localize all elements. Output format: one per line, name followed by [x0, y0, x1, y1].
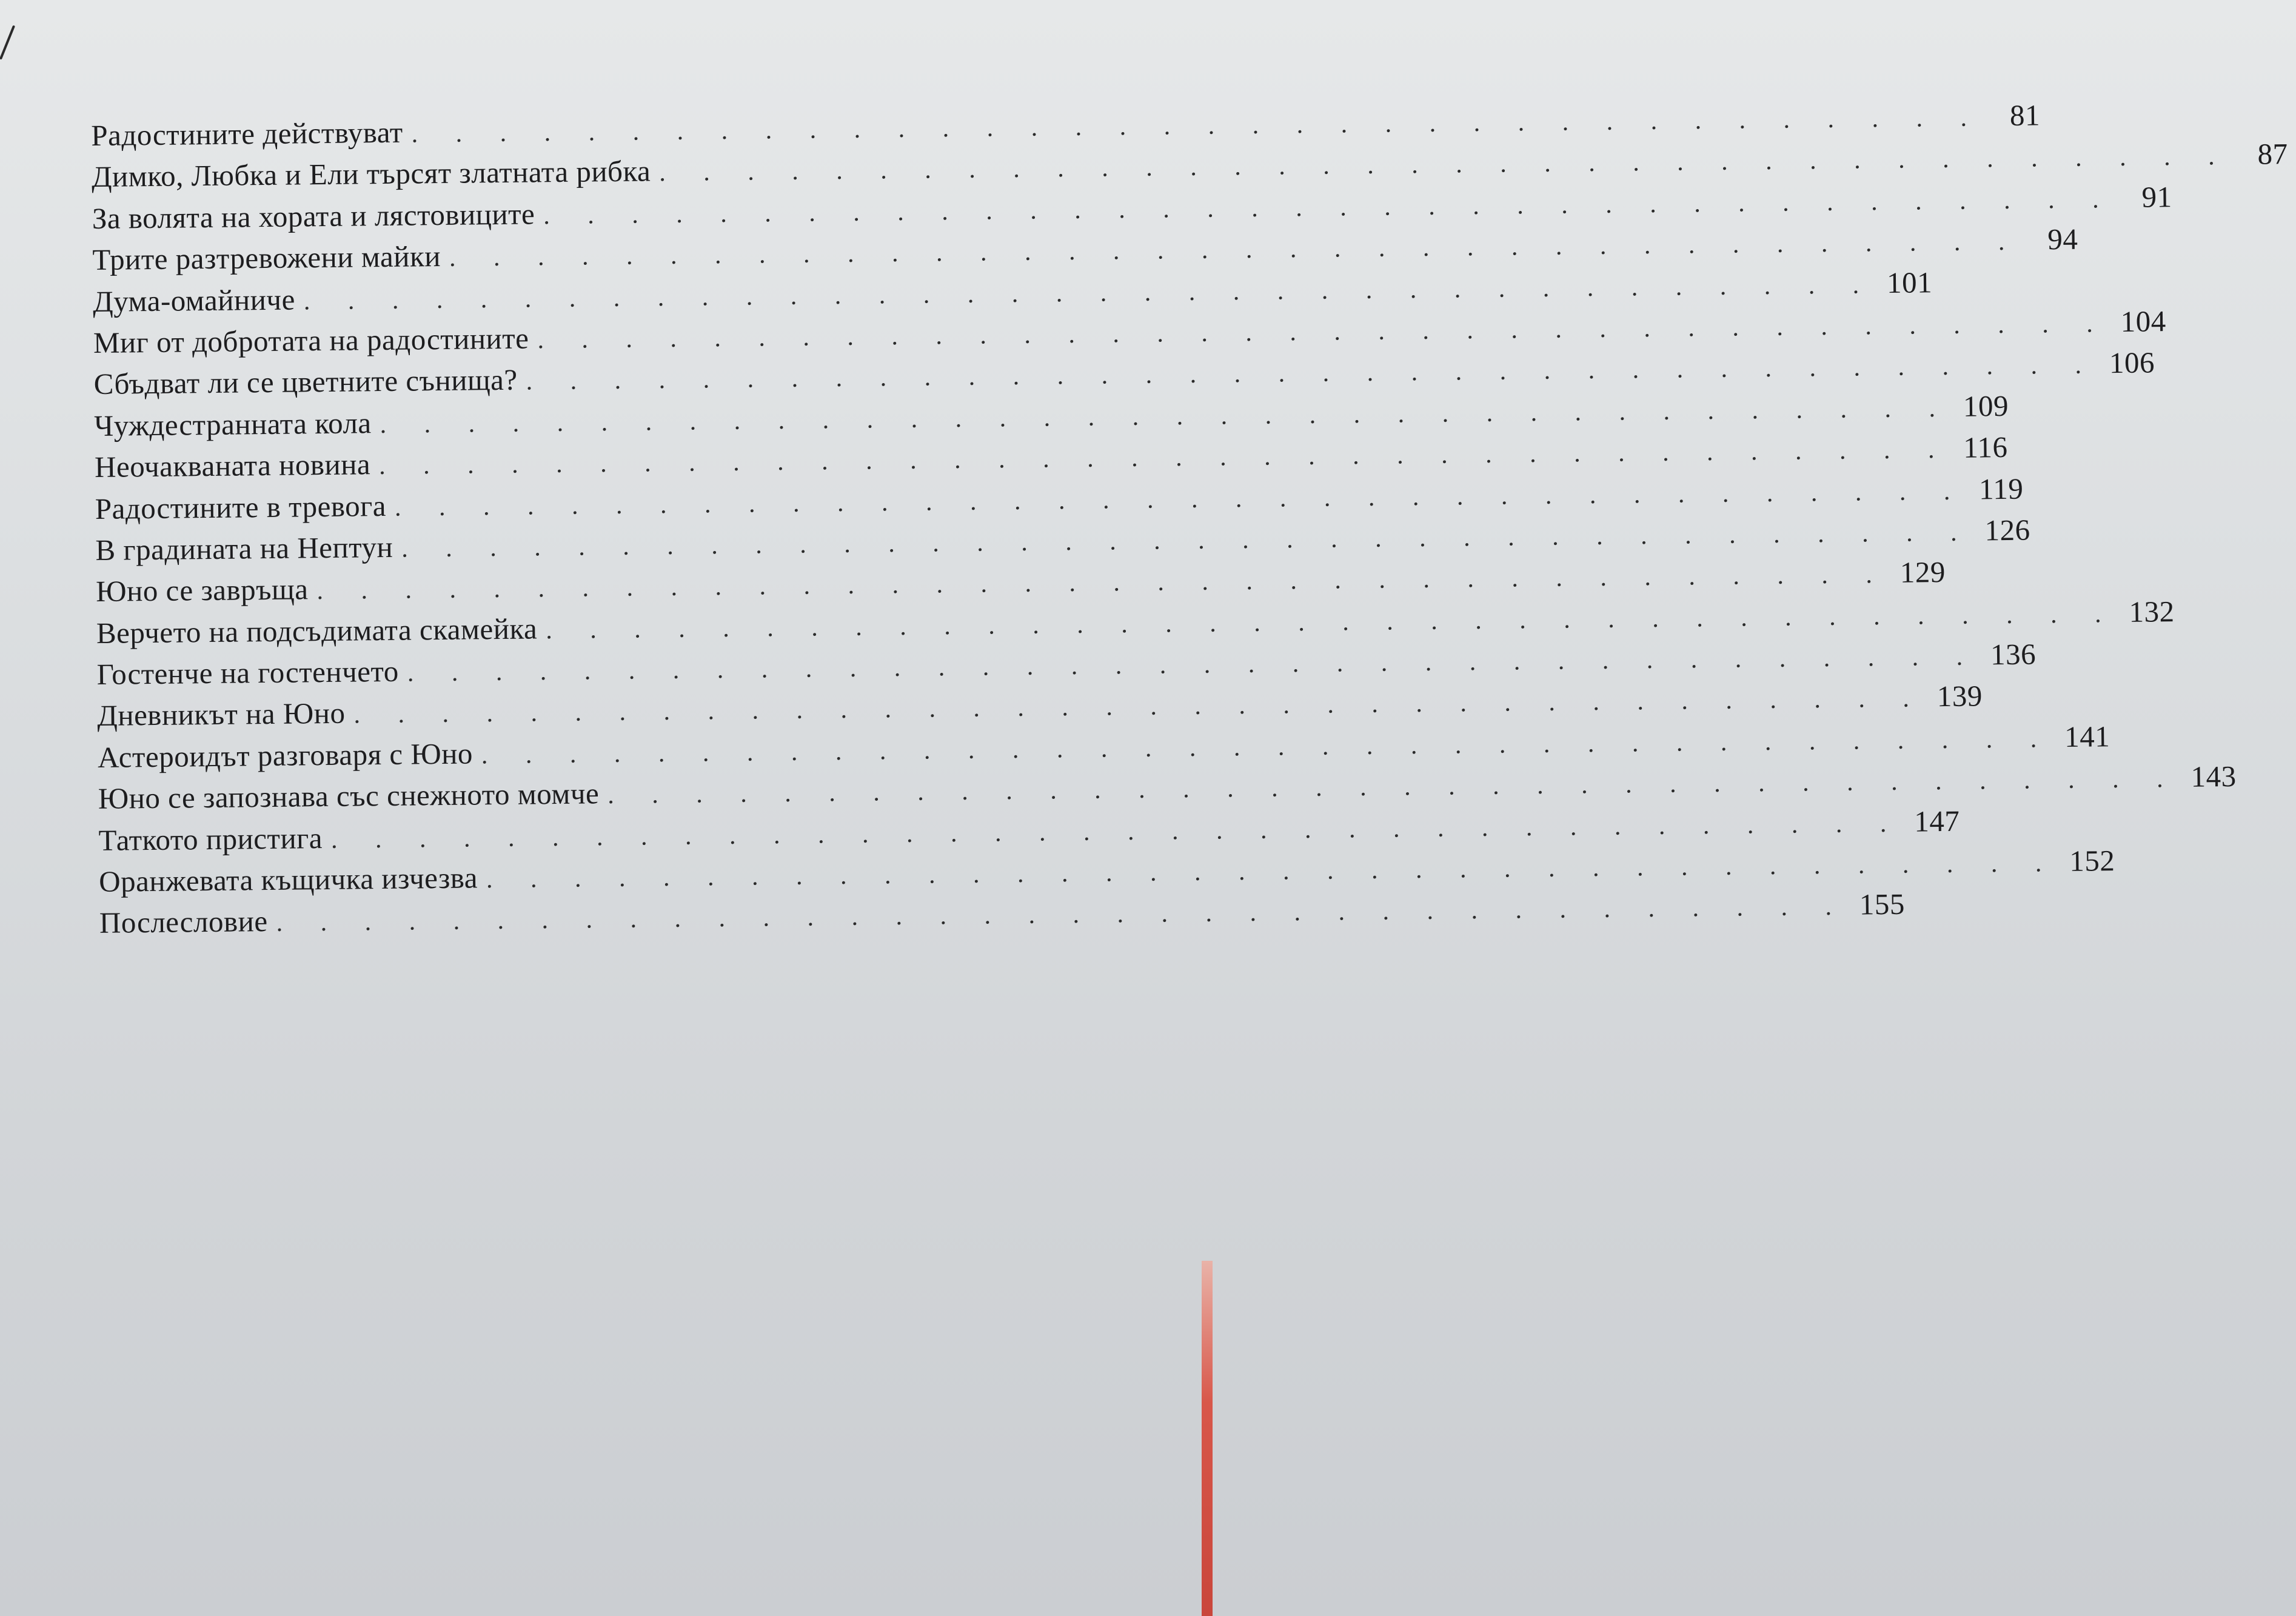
toc-entry-page: 155: [1859, 887, 1906, 921]
dot-leader: . . . . . . . . . . . . . . . . . . . . . . . . . . . . . . . . . . . .: [380, 394, 1952, 439]
dot-leader: . . . . . . . . . . . . . . . . . . . . . . . . . . . . . . . . . . . .: [276, 893, 1848, 938]
toc-entry-title: Дума-омайниче: [92, 282, 296, 318]
toc-entry-page: 87: [2257, 137, 2288, 171]
toc-entry-page: 94: [2047, 222, 2078, 256]
dot-leader: . . . . . . . . . . . . . . . . . . . . . . . . . . . . . . . . . . . .: [401, 518, 1973, 563]
dot-leader: . . . . . . . . . . . . . . . . . . . . . . . . . . . . . . . . . . . .: [543, 185, 2115, 230]
toc-entry-page: 143: [2191, 760, 2237, 794]
toc-entry-title: В градината на Нептун: [95, 530, 393, 567]
toc-entry: [91, 98, 2041, 157]
dot-leader: . . . . . . . . . . . . . . . . . . . . . . . . . . . . . . . . . . . .: [407, 643, 1979, 687]
dot-leader: . . . . . . . . . . . . . . . . . . . . . . . . . . . . . . . . . . . .: [316, 561, 1889, 606]
toc-entry-page: 104: [2120, 304, 2167, 338]
toc-entry-title: Дневникът на Юно: [97, 696, 346, 733]
toc-entry-title: Миг от добротата на радостините: [93, 321, 529, 359]
toc-entry-title: Чуждестранната кола: [94, 406, 372, 442]
toc-entry-page: 126: [1984, 513, 2030, 547]
dot-leader: . . . . . . . . . . . . . . . . . . . . . . . . . . . . . . . . . . . .: [546, 599, 2117, 644]
toc-entry-page: 141: [2064, 720, 2110, 753]
toc-entry-page: 81: [2009, 98, 2041, 132]
toc-entry-title: Верчето на подсъдимата скамейка: [96, 612, 538, 650]
toc-entry-title: Послесловие: [99, 904, 268, 940]
dot-leader: . . . . . . . . . . . . . . . . . . . . . . . . . . . . . . . . . . . .: [537, 310, 2109, 355]
dot-leader: . . . . . . . . . . . . . . . . . . . . . . . . . . . . . . . . . . . .: [378, 436, 1950, 481]
toc-entry-title: Оранжевата къщичка изчезва: [98, 861, 478, 898]
toc-entry-page: 139: [1936, 679, 1983, 713]
toc-entry-title: Димко, Любка и Ели търсят златната рибка: [91, 154, 651, 194]
toc-entry-title: Неочакваната новина: [94, 447, 371, 484]
dot-leader: . . . . . . . . . . . . . . . . . . . . . . . . . . . . . . . . . . . .: [607, 765, 2179, 810]
pencil-mark: [0, 25, 15, 59]
toc-entry-title: Сбъдват ли се цветните сънища?: [93, 363, 518, 401]
toc-entry-title: Радостините в тревога: [95, 489, 387, 526]
toc-entry-page: 152: [2069, 844, 2115, 878]
toc-entry-page: 101: [1886, 265, 1933, 299]
toc-entry-page: 129: [1899, 555, 1946, 590]
dot-leader: . . . . . . . . . . . . . . . . . . . . . . . . . . . . . . . . . . . .: [353, 684, 1926, 729]
table-of-contents: [91, 98, 2288, 944]
toc-entry-page: 106: [2109, 346, 2155, 380]
dot-leader: . . . . . . . . . . . . . . . . . . . . . . . . . . . . . . . . . . . .: [526, 351, 2098, 396]
dot-leader: . . . . . . . . . . . . . . . . . . . . . . . . . . . . . . . . . . . .: [481, 725, 2053, 770]
toc-entry-title: Астероидът разговаря с Юно: [97, 736, 474, 774]
dot-leader: . . . . . . . . . . . . . . . . . . . . . . . . . . . . . . . . . . . .: [330, 809, 1903, 854]
dot-leader: . . . . . . . . . . . . . . . . . . . . . . . . . . . . . . . . . . . .: [486, 849, 2058, 894]
dot-leader: . . . . . . . . . . . . . . . . . . . . . . . . . . . . . . . . . . . .: [394, 477, 1966, 522]
toc-entry-page: 119: [1978, 472, 2024, 506]
book-cover-edge: [1202, 1261, 1213, 1616]
toc-entry-title: Радостините действуват: [91, 115, 403, 152]
toc-entry-page: 116: [1963, 430, 2008, 464]
dot-leader: . . . . . . . . . . . . . . . . . . . . . . . . . . . . . . . . . . . .: [659, 142, 2231, 187]
toc-entry-title: Юно се завръща: [95, 572, 309, 609]
dot-leader: . . . . . . . . . . . . . . . . . . . . . . . . . . . . . . . . . . . .: [303, 270, 1875, 315]
toc-entry-title: Таткото пристига: [98, 821, 323, 857]
toc-entry-page: 91: [2141, 179, 2172, 214]
toc-entry-title: За волята на хората и лястовиците: [92, 197, 535, 235]
toc-entry-title: Трите разтревожени майки: [92, 239, 441, 277]
toc-entry-title: Юно се запознава със снежното момче: [98, 776, 600, 816]
toc-entry-page: 147: [1914, 804, 1960, 838]
toc-entry-page: 136: [1990, 637, 2037, 672]
dot-leader: . . . . . . . . . . . . . . . . . . . . . . . . . . . . . . . . . . . .: [411, 104, 1983, 149]
dot-leader: . . . . . . . . . . . . . . . . . . . . . . . . . . . . . . . . . . . .: [449, 227, 2021, 272]
toc-entry-page: 132: [2129, 594, 2175, 629]
toc-entry-title: Гостенче на гостенчето: [96, 654, 400, 692]
toc-entry-page: 109: [1963, 389, 2009, 423]
